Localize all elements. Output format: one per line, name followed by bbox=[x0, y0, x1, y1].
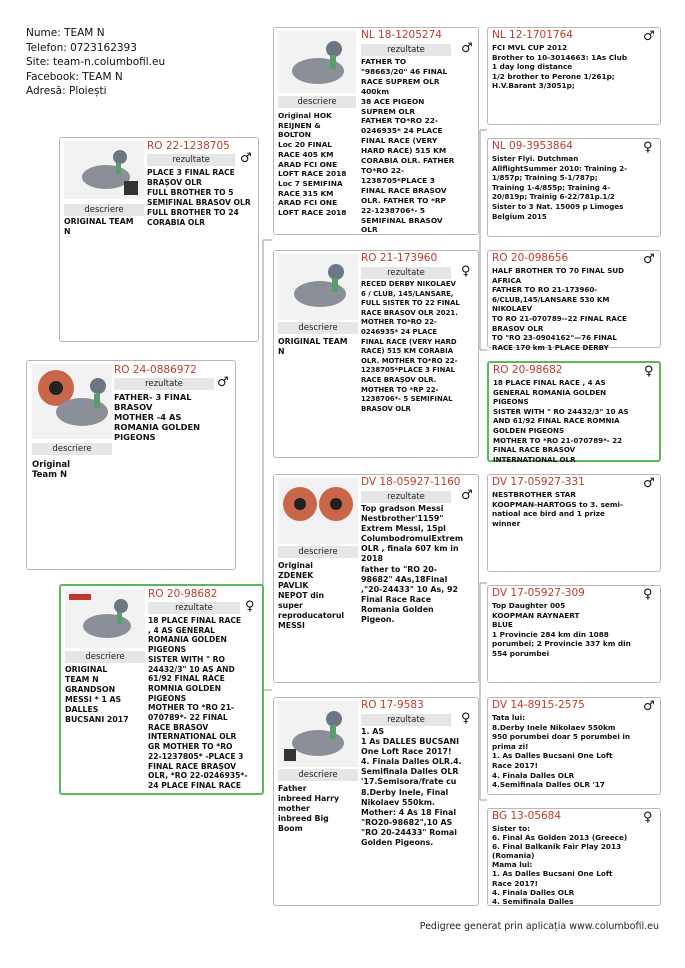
description-button[interactable]: descriere bbox=[278, 96, 356, 108]
card-text: 18 PLACE FINAL RACE , 4 AS GENERAL ROMANIA GOLDEN PIGEONS SISTER WITH " RO 24432/3" 10 AS AND 61/92 FINAL RACE ROMNIA GOLDEN PIGEONS MOTHER TO *RO 21-070789*- 22 FINAL RACE BRASOV INTERNATIONAL OLR bbox=[493, 378, 629, 464]
results-button[interactable]: rezultate bbox=[147, 154, 235, 166]
card-text: FATHER TO "98663/20" 46 FINAL RACE SUPREM OLR 400km 38 ACE PIGEON SUPREM OLR FATHER TO*RO 22- 0246935* 24 PLACE FINAL RACE (VERY HARD RACE) 515 KM CORABIA OLR. FATHER TO*RO 22- 1238705*PLACE 3 FINAL RACE BRAȘOV OLR. FATHER TO *RP 22-1238706*- 5 SEMIFINAL BRASOV OLR bbox=[361, 57, 455, 235]
ring-number: RO 17-9583 bbox=[361, 699, 424, 711]
card-text: FATHER- 3 FINAL BRASOV MOTHER -4 AS ROMANIA GOLDEN PIGEONS bbox=[114, 392, 201, 442]
description-button[interactable]: descriere bbox=[32, 443, 112, 455]
ring-number: DV 14-8915-2575 bbox=[492, 699, 585, 711]
ring-number: NL 12-1701764 bbox=[492, 29, 573, 41]
breeder-facebook: Facebook: TEAM N bbox=[26, 70, 123, 83]
pigeon-photo[interactable] bbox=[278, 254, 358, 320]
card-sire-sire[interactable] bbox=[273, 27, 479, 235]
ring-number: BG 13-05684 bbox=[492, 810, 562, 822]
card-text: 18 PLACE FINAL RACE , 4 AS GENERAL ROMANIA GOLDEN PIGEONS SISTER WITH " RO 24432/3" 10 AS AND 61/92 FINAL RACE ROMNIA GOLDEN PIGEONS MOTHER TO *RO 21- 070789*- 22 FINAL RACE BRASOV INTERNATIONAL OLR GR MOTHER TO *RO 22-1237805* -PLACE 3 FINAL RACE BRAȘOV OLR, *RO 22-0246935*- 24 PLACE FINAL RACE bbox=[148, 616, 248, 790]
female-icon: ♀ bbox=[644, 364, 654, 379]
footer-credit: Pedigree generat prin aplicația www.columbofil.eu bbox=[419, 921, 659, 932]
card-text: Top Daughter 005 KOOPMAN RAYNAERT BLUE 1 Provincie 284 km din 1088 porumbei; 2 Provincie 337 km din 554 porumbei bbox=[492, 601, 631, 658]
female-icon: ♀ bbox=[643, 140, 653, 155]
pigeon-photo[interactable] bbox=[64, 141, 144, 199]
card-text: HALF BROTHER TO 70 FINAL SUD AFRICA FATHER TO RO 21-173960- 6/CLUB,145/LANSARE 530 KM NIKOLAEV TO RO 21-070789--22 FINAL RACE BRASOV OLR TO "RO 23-0904162"—76 FINAL RACE 170 km 1 PLACE DERBY bbox=[492, 266, 627, 352]
breeder-phone: Telefon: 0723162393 bbox=[26, 41, 137, 54]
ring-number: RO 20-98682 bbox=[493, 364, 563, 376]
breeder-name: Nume: TEAM N bbox=[26, 27, 105, 39]
card-text: 1. AS 1 As DALLES BUCSANI One Loft Race 2017! 4. Finala Dalles OLR.4. Semifinala Dalles OLR '17.Semisora/frate cu 8.Derby Inele, Final Nikolaev 550km. Mother: 4 As 18 Final "RO20-98682",10 AS "RO 20-24433" Romai Golden Pigeons. bbox=[361, 727, 462, 848]
ring-number: RO 22-1238705 bbox=[147, 140, 230, 152]
female-icon: ♀ bbox=[461, 711, 471, 726]
male-icon: ♂ bbox=[461, 41, 473, 56]
male-icon: ♂ bbox=[643, 699, 655, 714]
card-note: Father inbreed Harry mother inbreed Big Boom bbox=[278, 784, 340, 833]
card-sire-sire-sire[interactable] bbox=[487, 27, 661, 125]
male-icon: ♂ bbox=[643, 252, 655, 267]
card-text: Top gradson Messi Nestbrother'1159" Extrem Messi, 15pl ColumbodromulExtrem OLR , finala 607 km in 2018 father to "RO 20- 98682" 4As,18Final ,"20-24433" 10 As, 92 Final Race Race Romania Golden Pigeon. bbox=[361, 504, 464, 625]
card-dam-dam[interactable] bbox=[273, 697, 479, 906]
card-text: NESTBROTHER STAR KOOPMAN-HARTOGS to 3. semi- natioal ace bird and 1 prize winner bbox=[492, 490, 623, 528]
ring-number: DV 18-05927-1160 bbox=[361, 476, 461, 488]
card-note: ORIGINAL TEAM N GRANDSON MESSI * 1 AS DALLES BUCSANI 2017 bbox=[65, 665, 129, 724]
results-button[interactable]: rezultate bbox=[148, 602, 240, 614]
card-dam-sire-sire[interactable] bbox=[487, 474, 661, 572]
ring-number: RO 21-173960 bbox=[361, 252, 438, 264]
ring-number: DV 17-05927-309 bbox=[492, 587, 585, 599]
pigeon-photo[interactable] bbox=[65, 590, 145, 648]
card-sire-dam-dam[interactable] bbox=[487, 361, 661, 462]
card-note: ORIGINAL TEAM N bbox=[278, 337, 348, 356]
male-icon: ♂ bbox=[217, 375, 229, 390]
ring-number: NL 09-3953864 bbox=[492, 140, 573, 152]
pigeon-photo[interactable] bbox=[278, 31, 356, 93]
breeder-site: Site: team-n.columbofil.eu bbox=[26, 56, 166, 68]
ring-number: DV 17-05927-331 bbox=[492, 476, 585, 488]
female-icon: ♀ bbox=[643, 587, 653, 602]
pigeon-photo[interactable] bbox=[278, 478, 358, 544]
card-note: ORIGINAL TEAM N bbox=[64, 217, 134, 236]
description-button[interactable]: descriere bbox=[278, 546, 358, 558]
card-note: Original HOK REIJNEN & BOLTON Loc 20 FINAL RACE 405 KM ARAD FCI ONE LOFT RACE 2018 Loc 7 SEMIFINA RACE 315 KM ARAD FCI ONE LOFT RACE 2018 bbox=[278, 111, 347, 218]
card-dam-dam-sire[interactable] bbox=[487, 697, 661, 795]
results-button[interactable]: rezultate bbox=[361, 267, 451, 279]
card-text: PLACE 3 FINAL RACE BRAȘOV OLR FULL BROTHER TO 5 SEMIFINAL BRASOV OLR FULL BROTHER TO 24 CORABIA OLR bbox=[147, 168, 251, 227]
pigeon-photo[interactable] bbox=[32, 364, 112, 439]
description-button[interactable]: descriere bbox=[278, 322, 358, 334]
male-icon: ♂ bbox=[643, 29, 655, 44]
card-dam-sire[interactable] bbox=[273, 474, 479, 683]
card-sire-sire-dam[interactable] bbox=[487, 138, 661, 237]
ring-number: NL 18-1205274 bbox=[361, 29, 442, 41]
card-text: Tata lui: 8.Derby Inele Nikolaev 550km 950 porumbei doar 5 porumbei in prima zi! 1. As Dalles Bucsani One Loft Race 2017! 4. Finala Dalles OLR 4.Semifinala Dalles OLR '17 bbox=[492, 713, 631, 790]
card-text: Sister Flyi. Dutchman AllflightSummer 2010: Training 2- 1/857p; Training 5-1/787p; Training 1-4/855p; Training 4- 20/819p; Trainig 6-22/781p.1/2 Sister to 3 Nat. 15009 p Limoges Belgium 2015 bbox=[492, 154, 628, 221]
male-icon: ♂ bbox=[461, 488, 473, 503]
ring-number: RO 20-098656 bbox=[492, 252, 569, 264]
card-dam[interactable] bbox=[59, 584, 264, 795]
card-text: Sister to: 6. Final As Golden 2013 (Greece) 6. Final Balkanik Fair Play 2013 (Romania) Mama lui: 1. As Dalles Bucsani One Loft Race 2017! 4. Finala Dalles OLR 4. Semifinala Dalles bbox=[492, 824, 628, 906]
card-subject[interactable] bbox=[26, 360, 236, 570]
female-icon: ♀ bbox=[643, 810, 653, 825]
description-button[interactable]: descriere bbox=[64, 204, 144, 216]
description-button[interactable]: descriere bbox=[278, 769, 358, 781]
breeder-address: Adresă: Ploiești bbox=[26, 85, 107, 97]
ring-number: RO 20-98682 bbox=[148, 588, 218, 600]
card-text: RECED DERBY NIKOLAEV 6 / CLUB, 145/LANSARE, FULL SISTER TO 22 FINAL RACE BRAȘOV OLR 2021. MOTHER TO*RO 22- 0246935* 24 PLACE FINAL RACE (VERY HARD RACE) 515 KM CORABIA OLR. MOTHER TO*RO 22- 1238705*PLACE 3 FINAL RACE BRAȘOV OLR. MOTHER TO *RP 22- 1238706*- 5 SEMIFINAL BRASOV OLR bbox=[361, 280, 460, 413]
female-icon: ♀ bbox=[461, 264, 471, 279]
results-button[interactable]: rezultate bbox=[361, 44, 451, 56]
card-note: Original Team N bbox=[32, 460, 71, 480]
card-note: Original ZDENEK PAVLIK NEPOT din super reproducatorul MESSI bbox=[278, 561, 345, 630]
male-icon: ♂ bbox=[240, 151, 252, 166]
card-sire-dam-sire[interactable] bbox=[487, 250, 661, 352]
card-dam-dam-dam[interactable] bbox=[487, 808, 661, 906]
male-icon: ♂ bbox=[643, 476, 655, 491]
female-icon: ♀ bbox=[245, 599, 255, 614]
pigeon-photo[interactable] bbox=[278, 701, 358, 767]
ring-number: RO 24-0886972 bbox=[114, 364, 197, 376]
card-dam-sire-dam[interactable] bbox=[487, 585, 661, 683]
card-sire-dam[interactable] bbox=[273, 250, 479, 458]
description-button[interactable]: descriere bbox=[65, 651, 145, 663]
results-button[interactable]: rezultate bbox=[114, 378, 214, 390]
results-button[interactable]: rezultate bbox=[361, 491, 451, 503]
card-text: FCI MVL CUP 2012 Brother to 10-3014663: 1As Club 1 day long distance 1/2 brother to Perone 1/261p; H.V.Barant 3/3051p; bbox=[492, 43, 628, 91]
results-button[interactable]: rezultate bbox=[361, 714, 451, 726]
card-sire[interactable] bbox=[59, 137, 259, 342]
